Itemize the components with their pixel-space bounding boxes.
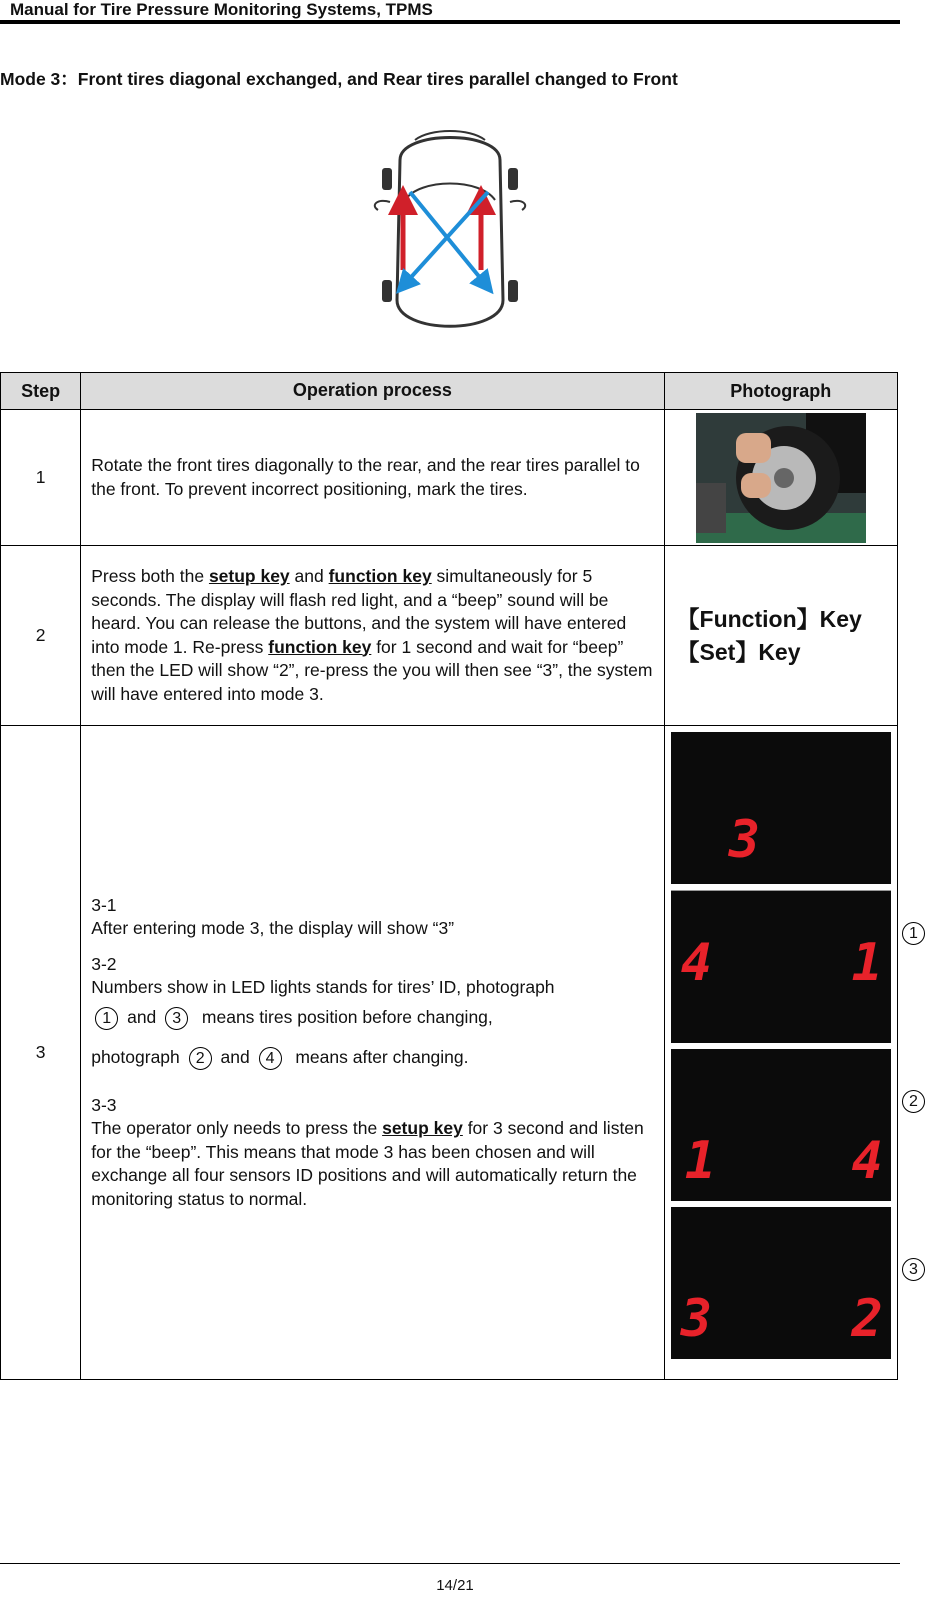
substep-label: 3-1: [91, 894, 117, 915]
step-text: Rotate the front tires diagonally to the rear, and the rear tires parallel to the front. To prevent incorrect positioning, mark the tires.: [81, 410, 664, 546]
table-row: [1, 410, 898, 546]
setup-key-label: setup key: [208, 566, 290, 586]
header-title: Manual for Tire Pressure Monitoring Systems, TPMS: [10, 0, 433, 19]
function-key-name: 【Function】Key: [676, 605, 862, 632]
table-header-row: [1, 373, 898, 410]
key-labels: [664, 546, 897, 726]
steps-table: [0, 372, 898, 1380]
text-segment: and: [127, 1006, 157, 1027]
text-segment: and: [220, 1046, 250, 1067]
mode-title: Mode 3：Front tires diagonal exchanged, and Rear tires parallel changed to Front: [0, 69, 678, 89]
text-segment: The operator only needs to press the: [91, 1118, 383, 1139]
circle-number: 3: [165, 1007, 188, 1030]
step-number: 1: [1, 410, 81, 546]
text-segment: means after changing.: [295, 1046, 469, 1067]
substep-text: After entering mode 3, the display will show “3”: [91, 918, 455, 939]
led-display: [671, 1049, 891, 1201]
text-segment: for 1 second and wait for “beep” then the LED will show “2”, re-press the you will then see “3”, the system will have entered into mode 3.: [91, 636, 653, 704]
circle-number: 1: [95, 1007, 118, 1030]
led-digit-right: 4: [851, 1131, 883, 1191]
step-text: [81, 546, 664, 726]
table-row: [1, 546, 898, 726]
substep-text: [91, 1046, 653, 1070]
step-number: 2: [1, 546, 81, 726]
led-display: [671, 1207, 891, 1359]
side-marker: 3: [902, 1258, 925, 1281]
set-key-name: 【Set】Key: [676, 638, 801, 665]
text-segment: for 3 second and listen for the “beep”. This means that mode 3 has been chosen and will exchange all four sensors ID positions and will automatically return the monitoring status to normal.: [91, 1118, 644, 1209]
function-key-label: function key: [268, 636, 372, 657]
led-photos: [664, 726, 897, 1380]
circle-number: 2: [189, 1047, 212, 1070]
led-digit-right: 1: [851, 933, 883, 993]
header-step: Step: [1, 373, 81, 410]
text-segment: Press both the: [91, 566, 209, 586]
tire-photo: [696, 413, 866, 543]
header-process: Operation process: [81, 373, 664, 410]
led-digit-left: 3: [680, 1289, 713, 1349]
header-photo: Photograph: [664, 373, 897, 410]
table-row: [1, 726, 898, 1380]
substep-text: [91, 1117, 653, 1211]
tire-photo-cell: [664, 410, 897, 546]
led-display: [671, 732, 891, 884]
led-display: [671, 890, 891, 1043]
setup-key-label: setup key: [382, 1118, 463, 1139]
led-digit-left: 4: [680, 933, 713, 993]
text-segment: photograph: [91, 1046, 180, 1067]
page-number: 14/21: [436, 1577, 474, 1594]
substep-text: [91, 1006, 653, 1030]
led-digit-right: 3: [728, 810, 761, 870]
function-key-label: function key: [328, 566, 432, 586]
car-diagram: [370, 120, 530, 345]
text-segment: means tires position before changing,: [201, 1006, 493, 1027]
substep-text: Numbers show in LED lights stands for tires’ ID, photograph: [91, 977, 555, 998]
led-digit-right: 2: [851, 1289, 883, 1349]
substep-label: 3-3: [91, 1094, 117, 1115]
text-segment: simultaneously for 5 seconds. The display will flash red light, and a “beep” sound will be heard. You can release the buttons, and the system will have entered into mode 1. Re-press: [91, 566, 627, 657]
step-text: [81, 726, 664, 1380]
substep-label: 3-2: [91, 953, 117, 974]
header-rule: [0, 20, 900, 24]
led-digit-left: 1: [684, 1131, 717, 1191]
footer-rule: [0, 1563, 900, 1564]
circle-number: 4: [259, 1047, 282, 1070]
side-marker: 2: [902, 1090, 925, 1113]
step-number: 3: [1, 726, 81, 1380]
side-marker: 1: [902, 922, 925, 945]
text-segment: and: [289, 566, 329, 586]
